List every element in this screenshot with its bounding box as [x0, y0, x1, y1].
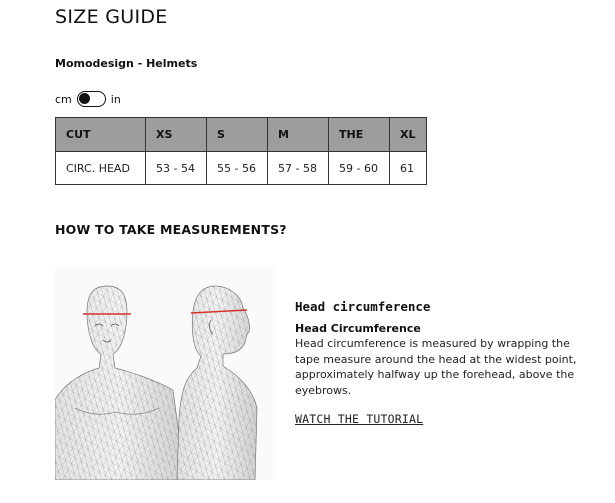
header-s: S — [207, 118, 268, 152]
head-measurement-illustration — [55, 268, 275, 480]
table-cell: CIRC. HEAD — [56, 152, 146, 185]
header-cut: CUT — [56, 118, 146, 152]
brand-model-label: Momodesign - Helmets — [55, 57, 198, 70]
measurement-subtitle: Head Circumference — [295, 322, 421, 335]
front-figure — [55, 286, 185, 480]
watch-tutorial-link[interactable]: WATCH THE TUTORIAL — [295, 412, 424, 426]
table-row — [56, 152, 427, 185]
header-xs: XS — [146, 118, 207, 152]
header-the: THE — [329, 118, 390, 152]
table-header-row — [56, 118, 427, 152]
table-cell: 57 - 58 — [268, 152, 329, 185]
side-figure — [177, 286, 257, 480]
measurement-description: Head circumference is measured by wrapping the tape measure around the head at the widest point, approximately halfway up the forehead, above the eyebrows. — [295, 337, 577, 397]
header-xl: XL — [390, 118, 427, 152]
measurement-info — [295, 299, 585, 427]
size-table — [55, 117, 427, 185]
table-cell: 55 - 56 — [207, 152, 268, 185]
unit-toggle — [55, 91, 121, 107]
unit-switch[interactable] — [77, 91, 106, 107]
header-m: M — [268, 118, 329, 152]
table-cell: 53 - 54 — [146, 152, 207, 185]
table-cell: 61 — [390, 152, 427, 185]
table-cell: 59 - 60 — [329, 152, 390, 185]
howto-heading: HOW TO TAKE MEASUREMENTS? — [55, 222, 287, 237]
measurement-title: Head circumference — [295, 299, 431, 314]
unit-cm-label: cm — [55, 92, 72, 106]
page-title: SIZE GUIDE — [55, 6, 168, 28]
switch-knob — [79, 93, 90, 104]
wireframe-body-image — [55, 268, 275, 480]
unit-in-label: in — [110, 92, 121, 106]
